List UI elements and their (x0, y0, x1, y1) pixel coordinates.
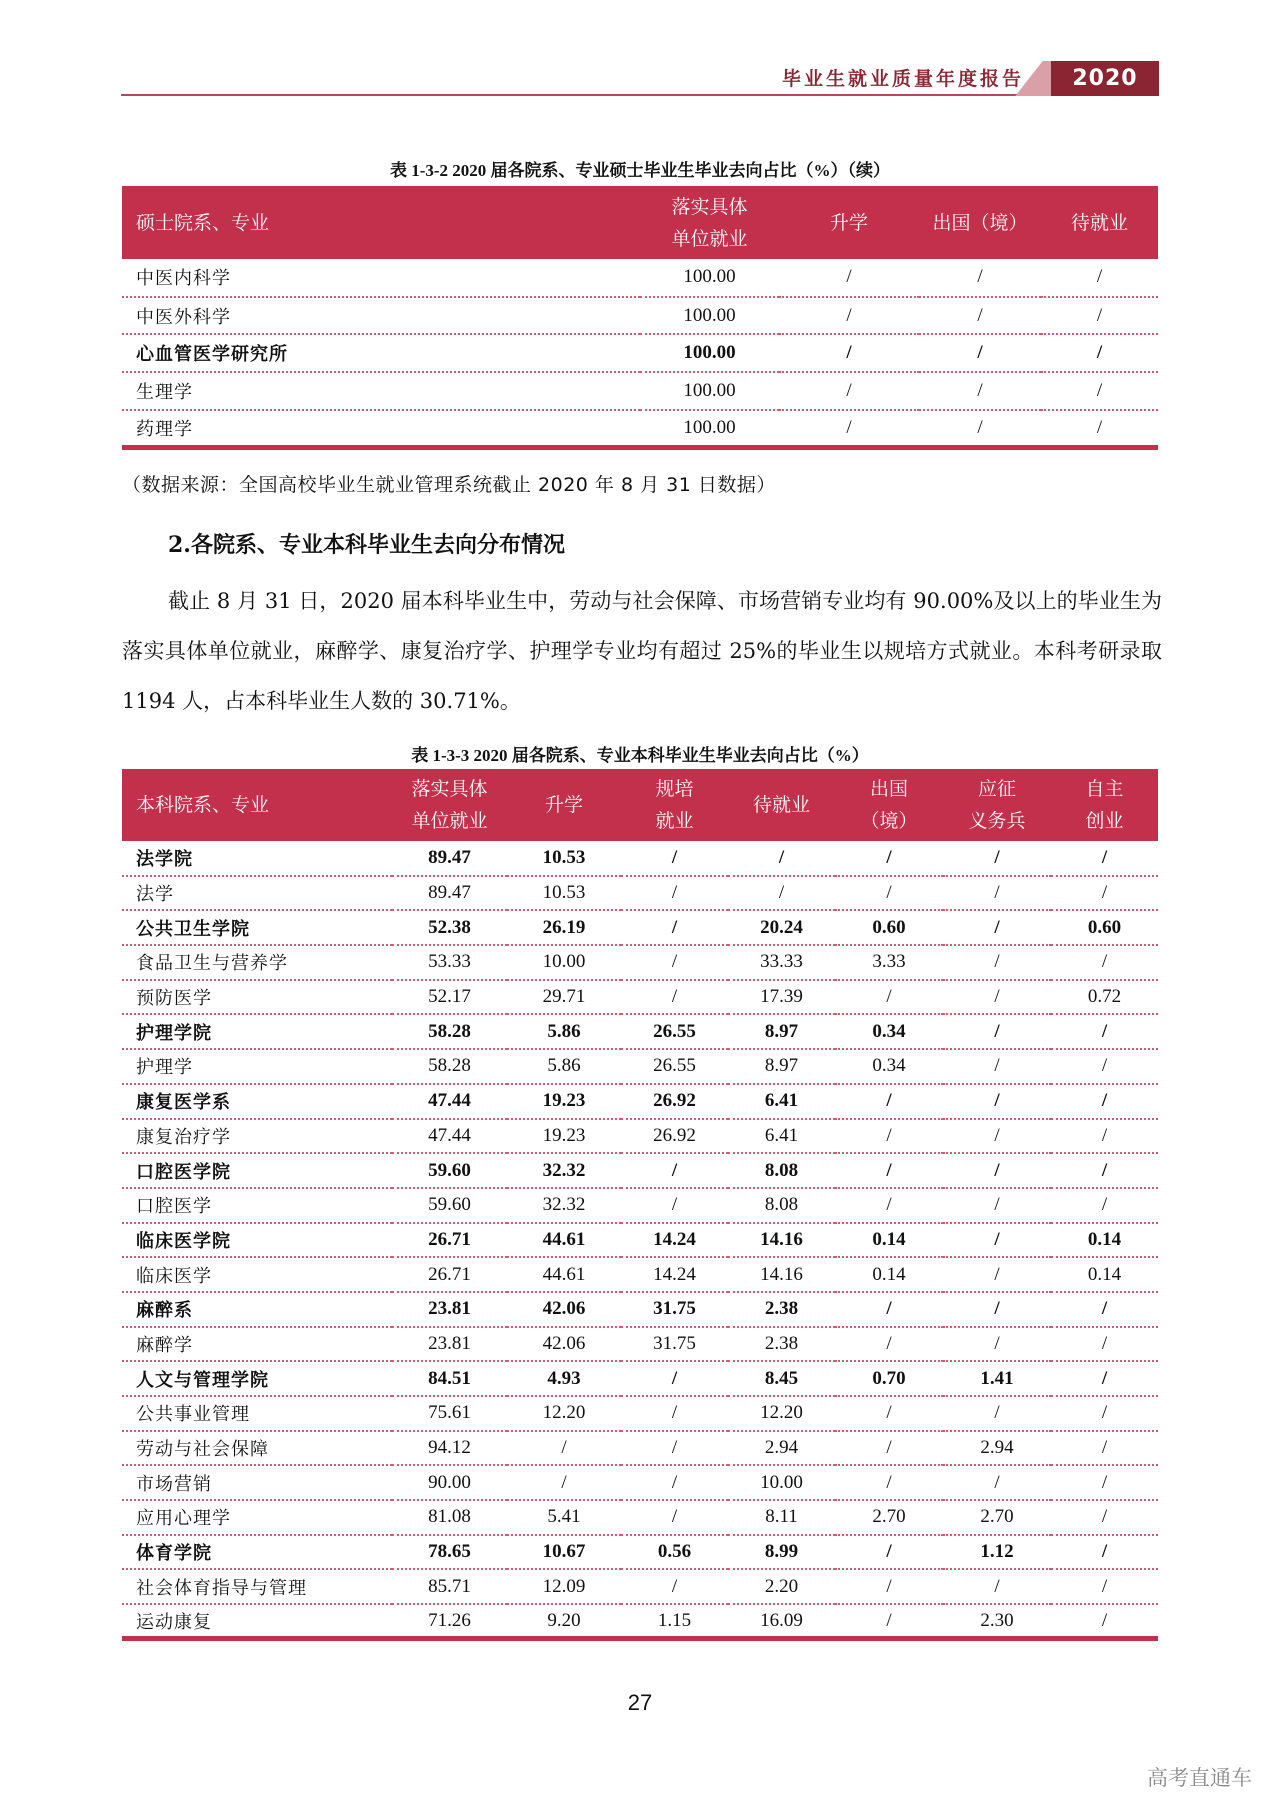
cell-value: / (1051, 1465, 1158, 1500)
column-header-line: 升学 (829, 211, 868, 234)
row-name: 法学院 (122, 841, 392, 876)
cell-value: / (943, 910, 1051, 945)
column-header (835, 769, 943, 841)
cell-value: 0.70 (835, 1361, 943, 1396)
cell-value: 10.67 (507, 1535, 621, 1570)
cell-value: / (1051, 1119, 1158, 1154)
cell-value: 5.86 (507, 1014, 621, 1049)
major-row (122, 1569, 1158, 1604)
cell-value: 0.34 (835, 1049, 943, 1084)
cell-value: / (835, 1188, 943, 1223)
cell-value: 14.24 (621, 1257, 728, 1292)
column-header-line: 单位就业 (411, 810, 488, 832)
page-number: 27 (627, 1690, 653, 1715)
cell-value: 12.20 (728, 1396, 835, 1431)
cell-value: 10.53 (507, 876, 621, 911)
cell-value: 20.24 (728, 910, 835, 945)
row-name: 公共卫生学院 (122, 910, 392, 945)
cell-value: / (1051, 841, 1158, 876)
data-source-note: （数据来源：全国高校毕业生就业管理系统截止 2020 年 8 月 31 日数据） (122, 474, 776, 496)
cell-value: 89.47 (392, 876, 507, 911)
cell-value: 90.00 (392, 1465, 507, 1500)
cell-value: 8.97 (728, 1014, 835, 1049)
cell-value: / (835, 1396, 943, 1431)
cell-value: 100.00 (640, 297, 779, 335)
row-name: 心血管医学研究所 (122, 334, 640, 372)
cell-value: 59.60 (392, 1188, 507, 1223)
column-header-line: 单位就业 (671, 227, 748, 250)
cell-value: / (943, 1084, 1051, 1119)
column-header-line: 自主 (1085, 778, 1124, 800)
cell-value: 26.92 (621, 1084, 728, 1119)
cell-value: / (1051, 1327, 1158, 1362)
cell-value: 47.44 (392, 1119, 507, 1154)
department-row (122, 1084, 1158, 1119)
cell-value: 9.20 (507, 1604, 621, 1639)
cell-value: 58.28 (392, 1014, 507, 1049)
row-name: 市场营销 (122, 1465, 392, 1500)
cell-value: 84.51 (392, 1361, 507, 1396)
cell-value: 29.71 (507, 980, 621, 1015)
cell-value: 10.00 (728, 1465, 835, 1500)
row-name: 体育学院 (122, 1535, 392, 1570)
cell-value: 0.14 (835, 1223, 943, 1258)
major-row (122, 1604, 1158, 1639)
row-name: 中医内科学 (122, 259, 640, 297)
row-name: 法学 (122, 876, 392, 911)
cell-value: 2.38 (728, 1327, 835, 1362)
cell-value: 26.19 (507, 910, 621, 945)
cell-value: 2.70 (943, 1500, 1051, 1535)
cell-value: / (943, 876, 1051, 911)
cell-value: / (835, 1327, 943, 1362)
cell-value: 94.12 (392, 1431, 507, 1466)
major-row (122, 1257, 1158, 1292)
cell-value: / (1051, 1431, 1158, 1466)
cell-value: / (1051, 1500, 1158, 1535)
cell-value: / (621, 910, 728, 945)
cell-value: / (1051, 1049, 1158, 1084)
cell-value: / (779, 297, 919, 335)
cell-value: 12.09 (507, 1569, 621, 1604)
cell-value: / (835, 1431, 943, 1466)
cell-value: / (943, 1153, 1051, 1188)
cell-value: 2.38 (728, 1292, 835, 1327)
cell-value: / (1051, 1014, 1158, 1049)
cell-value: / (943, 1049, 1051, 1084)
cell-value: 8.99 (728, 1535, 835, 1570)
cell-value: 26.55 (621, 1049, 728, 1084)
watermark: 高考直通车 (1147, 1766, 1252, 1790)
header-rule (121, 94, 1159, 96)
major-row (122, 259, 1158, 297)
cell-value: 2.94 (943, 1431, 1051, 1466)
cell-value: 0.34 (835, 1014, 943, 1049)
row-name: 麻醉学 (122, 1327, 392, 1362)
cell-value: 3.33 (835, 945, 943, 980)
column-header (779, 186, 919, 259)
column-header (640, 186, 779, 259)
cell-value: 75.61 (392, 1396, 507, 1431)
cell-value: / (835, 1084, 943, 1119)
column-header-line: 落实具体 (671, 195, 748, 218)
cell-value: / (835, 1535, 943, 1570)
cell-value: / (919, 334, 1041, 372)
department-row (122, 841, 1158, 876)
row-name: 口腔医学 (122, 1188, 392, 1223)
table1-header (122, 186, 1158, 259)
cell-value: / (943, 945, 1051, 980)
cell-value: / (779, 372, 919, 410)
column-header-line: 硕士院系、专业 (136, 211, 270, 234)
column-header-line: 待就业 (1070, 211, 1128, 234)
cell-value: / (1041, 259, 1158, 297)
major-row (122, 372, 1158, 410)
department-row (122, 1014, 1158, 1049)
cell-value: 1.15 (621, 1604, 728, 1639)
row-name: 应用心理学 (122, 1500, 392, 1535)
cell-value: 14.16 (728, 1257, 835, 1292)
cell-value: / (621, 1465, 728, 1500)
year-badge: 2020 (1051, 61, 1159, 96)
row-name: 劳动与社会保障 (122, 1431, 392, 1466)
department-row (122, 1361, 1158, 1396)
cell-value: 14.16 (728, 1223, 835, 1258)
cell-value: / (943, 1257, 1051, 1292)
cell-value: 6.41 (728, 1119, 835, 1154)
row-name: 护理学院 (122, 1014, 392, 1049)
cell-value: / (1041, 410, 1158, 448)
cell-value: / (621, 1396, 728, 1431)
cell-value: 26.55 (621, 1014, 728, 1049)
cell-value: 2.20 (728, 1569, 835, 1604)
cell-value: 0.60 (835, 910, 943, 945)
major-row (122, 1465, 1158, 1500)
cell-value: / (943, 980, 1051, 1015)
body-paragraph: 截止 8 月 31 日，2020 届本科毕业生中，劳动与社会保障、市场营销专业均有 90.00%及以上的毕业生为落实具体单位就业，麻醉学、康复治疗学、护理学专业均有超过 25%的毕业生以规培方式就业。本科考研录取 1194 人，占本科毕业生人数的 30.71%。 (122, 589, 1162, 713)
cell-value: / (1051, 945, 1158, 980)
cell-value: 8.45 (728, 1361, 835, 1396)
cell-value: 26.92 (621, 1119, 728, 1154)
major-row (122, 1327, 1158, 1362)
report-title: 毕业生就业质量年度报告 (781, 68, 1024, 90)
cell-value: 1.12 (943, 1535, 1051, 1570)
cell-value: / (1041, 334, 1158, 372)
row-name: 食品卫生与营养学 (122, 945, 392, 980)
section-heading: 2.各院系、专业本科毕业生去向分布情况 (168, 532, 565, 558)
cell-value: 2.30 (943, 1604, 1051, 1639)
cell-value: / (621, 1431, 728, 1466)
cell-value: 31.75 (621, 1327, 728, 1362)
cell-value: / (835, 1119, 943, 1154)
cell-value: / (835, 1153, 943, 1188)
cell-value: 100.00 (640, 372, 779, 410)
column-header-line: （境） (860, 810, 918, 832)
master-graduates-table (122, 186, 1158, 450)
cell-value: / (943, 1327, 1051, 1362)
department-row (122, 1292, 1158, 1327)
cell-value: / (943, 1292, 1051, 1327)
major-row (122, 1500, 1158, 1535)
major-row (122, 945, 1158, 980)
major-row (122, 297, 1158, 335)
cell-value: / (1041, 297, 1158, 335)
row-name: 人文与管理学院 (122, 1361, 392, 1396)
cell-value: / (835, 1604, 943, 1639)
cell-value: / (621, 980, 728, 1015)
cell-value: 0.56 (621, 1535, 728, 1570)
cell-value: 5.86 (507, 1049, 621, 1084)
cell-value: 42.06 (507, 1327, 621, 1362)
row-name: 康复治疗学 (122, 1119, 392, 1154)
cell-value: 100.00 (640, 334, 779, 372)
cell-value: 59.60 (392, 1153, 507, 1188)
cell-value: / (507, 1431, 621, 1466)
running-header (121, 58, 1159, 98)
cell-value: 8.08 (728, 1188, 835, 1223)
cell-value: / (621, 876, 728, 911)
column-header-line: 规培 (655, 778, 694, 800)
cell-value: / (1051, 1361, 1158, 1396)
cell-value: 8.97 (728, 1049, 835, 1084)
cell-value: 12.20 (507, 1396, 621, 1431)
cell-value: 89.47 (392, 841, 507, 876)
cell-value: 52.17 (392, 980, 507, 1015)
cell-value: 16.09 (728, 1604, 835, 1639)
cell-value: / (621, 1153, 728, 1188)
column-header (919, 186, 1041, 259)
cell-value: / (621, 1500, 728, 1535)
cell-value: 6.41 (728, 1084, 835, 1119)
cell-value: / (943, 1188, 1051, 1223)
cell-value: / (1051, 1188, 1158, 1223)
cell-value: / (1051, 1569, 1158, 1604)
column-header (728, 769, 835, 841)
column-header-line: 义务兵 (968, 810, 1026, 832)
cell-value: 47.44 (392, 1084, 507, 1119)
table1-body (122, 259, 1158, 447)
cell-value: / (1051, 1084, 1158, 1119)
cell-value: / (1051, 1153, 1158, 1188)
cell-value: / (779, 410, 919, 448)
cell-value: / (919, 410, 1041, 448)
column-header-line: 本科院系、专业 (136, 794, 270, 816)
major-row (122, 1396, 1158, 1431)
cell-value: / (943, 841, 1051, 876)
cell-value: / (835, 1569, 943, 1604)
cell-value: 8.11 (728, 1500, 835, 1535)
cell-value: / (621, 945, 728, 980)
department-row (122, 1223, 1158, 1258)
column-header-line: 待就业 (752, 794, 810, 816)
cell-value: / (835, 841, 943, 876)
column-header-line: 升学 (544, 794, 583, 816)
cell-value: / (919, 297, 1041, 335)
cell-value: / (1051, 876, 1158, 911)
cell-value: 32.32 (507, 1153, 621, 1188)
column-header-line: 应征 (977, 778, 1016, 800)
major-row (122, 1049, 1158, 1084)
cell-value: / (835, 980, 943, 1015)
cell-value: / (943, 1569, 1051, 1604)
row-name: 公共事业管理 (122, 1396, 392, 1431)
cell-value: / (621, 1188, 728, 1223)
cell-value: 0.14 (835, 1257, 943, 1292)
column-header-line: 出国（境） (932, 211, 1028, 234)
cell-value: 0.14 (1051, 1223, 1158, 1258)
cell-value: 4.93 (507, 1361, 621, 1396)
cell-value: / (943, 1396, 1051, 1431)
row-name: 预防医学 (122, 980, 392, 1015)
row-name: 护理学 (122, 1049, 392, 1084)
cell-value: / (835, 1465, 943, 1500)
cell-value: / (1051, 1292, 1158, 1327)
undergraduate-table (122, 769, 1158, 1641)
column-header (621, 769, 728, 841)
column-header (507, 769, 621, 841)
row-name: 生理学 (122, 372, 640, 410)
cell-value: 26.71 (392, 1223, 507, 1258)
cell-value: / (779, 334, 919, 372)
cell-value: 85.71 (392, 1569, 507, 1604)
cell-value: 81.08 (392, 1500, 507, 1535)
cell-value: / (779, 259, 919, 297)
column-header (122, 769, 392, 841)
column-header-line: 就业 (655, 810, 694, 832)
cell-value: 33.33 (728, 945, 835, 980)
cell-value: 100.00 (640, 259, 779, 297)
cell-value: 2.70 (835, 1500, 943, 1535)
cell-value: 1.41 (943, 1361, 1051, 1396)
cell-value: / (507, 1465, 621, 1500)
cell-value: 0.72 (1051, 980, 1158, 1015)
cell-value: / (943, 1014, 1051, 1049)
cell-value: / (621, 841, 728, 876)
department-row (122, 1153, 1158, 1188)
cell-value: 5.41 (507, 1500, 621, 1535)
table2-body (122, 841, 1158, 1639)
cell-value: 8.08 (728, 1153, 835, 1188)
cell-value: 53.33 (392, 945, 507, 980)
cell-value: 31.75 (621, 1292, 728, 1327)
major-row (122, 1188, 1158, 1223)
cell-value: 0.14 (1051, 1257, 1158, 1292)
cell-value: / (919, 259, 1041, 297)
cell-value: 19.23 (507, 1119, 621, 1154)
row-name: 运动康复 (122, 1604, 392, 1639)
cell-value: 32.32 (507, 1188, 621, 1223)
cell-value: / (943, 1465, 1051, 1500)
cell-value: / (728, 876, 835, 911)
cell-value: 23.81 (392, 1327, 507, 1362)
row-name: 社会体育指导与管理 (122, 1569, 392, 1604)
cell-value: 78.65 (392, 1535, 507, 1570)
major-row (122, 876, 1158, 911)
row-name: 药理学 (122, 410, 640, 448)
column-header (1041, 186, 1158, 259)
cell-value: 10.53 (507, 841, 621, 876)
row-name: 康复医学系 (122, 1084, 392, 1119)
cell-value: 17.39 (728, 980, 835, 1015)
department-row (122, 910, 1158, 945)
cell-value: 58.28 (392, 1049, 507, 1084)
major-row (122, 410, 1158, 448)
cell-value: 26.71 (392, 1257, 507, 1292)
cell-value: / (1041, 372, 1158, 410)
cell-value: 71.26 (392, 1604, 507, 1639)
cell-value: / (1051, 1535, 1158, 1570)
row-name: 中医外科学 (122, 297, 640, 335)
row-name: 临床医学院 (122, 1223, 392, 1258)
cell-value: / (943, 1223, 1051, 1258)
column-header (122, 186, 640, 259)
cell-value: 10.00 (507, 945, 621, 980)
cell-value: 19.23 (507, 1084, 621, 1119)
cell-value: 52.38 (392, 910, 507, 945)
column-header-line: 落实具体 (411, 778, 488, 800)
cell-value: 100.00 (640, 410, 779, 448)
cell-value: / (621, 1569, 728, 1604)
department-row (122, 1535, 1158, 1570)
table2-header (122, 769, 1158, 841)
column-header (392, 769, 507, 841)
cell-value: / (728, 841, 835, 876)
department-row (122, 334, 1158, 372)
cell-value: / (1051, 1396, 1158, 1431)
cell-value: 44.61 (507, 1223, 621, 1258)
cell-value: 2.94 (728, 1431, 835, 1466)
cell-value: / (835, 1292, 943, 1327)
column-header-line: 出国 (869, 778, 908, 800)
column-header-line: 创业 (1085, 810, 1124, 832)
row-name: 临床医学 (122, 1257, 392, 1292)
cell-value: / (621, 1361, 728, 1396)
cell-value: 23.81 (392, 1292, 507, 1327)
major-row (122, 1431, 1158, 1466)
cell-value: / (835, 876, 943, 911)
column-header (943, 769, 1051, 841)
table2-caption: 表 1-3-3 2020 届各院系、专业本科毕业生毕业去向占比（%） (411, 746, 869, 765)
cell-value: / (919, 372, 1041, 410)
row-name: 口腔医学院 (122, 1153, 392, 1188)
table1-caption: 表 1-3-2 2020 届各院系、专业硕士毕业生毕业去向占比（%）（续） (389, 161, 891, 180)
major-row (122, 980, 1158, 1015)
cell-value: 14.24 (621, 1223, 728, 1258)
row-name: 麻醉系 (122, 1292, 392, 1327)
cell-value: 44.61 (507, 1257, 621, 1292)
column-header (1051, 769, 1158, 841)
major-row (122, 1119, 1158, 1154)
cell-value: 0.60 (1051, 910, 1158, 945)
cell-value: / (1051, 1604, 1158, 1639)
cell-value: / (943, 1119, 1051, 1154)
cell-value: 42.06 (507, 1292, 621, 1327)
